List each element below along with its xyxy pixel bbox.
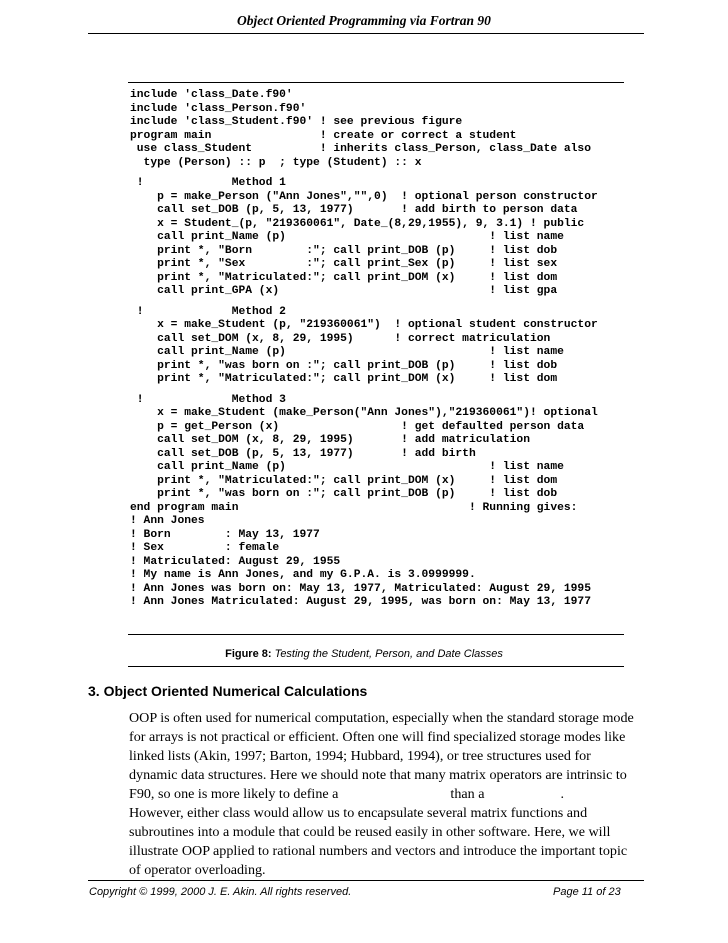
code-line: include 'class_Date.f90'	[130, 89, 293, 101]
code-top-rule	[128, 82, 624, 83]
code-line: print *, "Matriculated:"; call print_DOM (x) ! list dom	[130, 373, 558, 385]
body-line: subroutines into a module that could be reused easily in other software. Here, we will	[129, 824, 611, 840]
code-line: call print_Name (p) ! list name	[130, 461, 564, 473]
code-listing	[130, 89, 650, 610]
code-line: call set_DOB (p, 5, 13, 1977) ! add birth to person data	[130, 204, 578, 216]
code-line: print *, "Matriculated:"; call print_DOM (x) ! list dom	[130, 271, 558, 284]
body-line: linked lists (Akin, 1997; Barton, 1994; Hubbard, 1994), or tree structures used for	[129, 748, 591, 764]
section-body	[129, 709, 649, 880]
code-blank-line	[130, 387, 650, 394]
body-line: OOP is often used for numerical computation, especially when the standard storage mode	[129, 710, 634, 726]
code-line: print *, "Sex :"; call print_Sex (p) ! list sex	[130, 258, 558, 270]
code-line: ! Method 2	[130, 305, 286, 318]
body-line: However, either class would allow us to encapsulate several matrix functions and	[129, 805, 588, 821]
code-line: p = make_Person ("Ann Jones","",0) ! optional person constructor	[130, 190, 598, 203]
code-line: print *, "was born on :"; call print_DOB (p) ! list dob	[130, 488, 558, 500]
figure-label: Figure 8:	[225, 648, 272, 660]
code-line: print *, "was born on :"; call print_DOB (p) ! list dob	[130, 359, 558, 372]
code-line: ! Method 1	[130, 177, 286, 189]
code-blank-line	[130, 299, 650, 306]
code-bottom-rule	[128, 634, 624, 635]
figure-caption	[0, 648, 728, 660]
code-line: call print_Name (p) ! list name	[130, 346, 564, 358]
code-line: ! Method 3	[130, 393, 286, 406]
code-line: use class_Student ! inherits class_Person, class_Date also	[130, 143, 591, 155]
code-line: call set_DOM (x, 8, 29, 1995) ! add matriculation	[130, 434, 530, 446]
code-line: ! Matriculated: August 29, 1955	[130, 555, 341, 568]
footer-page-number: Page 11 of 23	[553, 886, 621, 898]
code-line: end program main ! Running gives:	[130, 501, 578, 514]
caption-rule	[128, 666, 624, 667]
code-line: call set_DOM (x, 8, 29, 1995) ! correct matriculation	[130, 332, 551, 345]
body-fragment: than a	[450, 786, 485, 802]
code-line: ! My name is Ann Jones, and my G.P.A. is 3.0999999.	[130, 569, 476, 581]
footer-rule	[88, 880, 644, 881]
code-line: include 'class_Student.f90' ! see previous figure	[130, 116, 463, 128]
code-line: ! Ann Jones	[130, 515, 205, 527]
code-line: call set_DOB (p, 5, 13, 1977) ! add birth	[130, 447, 476, 460]
code-line: call print_GPA (x) ! list gpa	[130, 285, 558, 297]
code-line: program main ! create or correct a student	[130, 129, 517, 142]
code-blank-line	[130, 170, 650, 177]
code-line: call print_Name (p) ! list name	[130, 231, 564, 243]
body-line	[129, 785, 649, 804]
code-line: x = make_Student (make_Person("Ann Jones"),"219360061")! optional	[130, 407, 598, 419]
body-line: dynamic data structures. Here we should note that many matrix operators are intrinsic to	[129, 767, 627, 783]
code-line: type (Person) :: p ; type (Student) :: x	[130, 156, 422, 169]
figure-title: Testing the Student, Person, and Date Classes	[274, 648, 503, 660]
body-fragment: F90, so one is more likely to define a	[129, 786, 339, 802]
body-fragment: .	[560, 786, 564, 802]
code-line: x = make_Student (p, "219360061") ! optional student constructor	[130, 319, 598, 331]
body-line: of operator overloading.	[129, 862, 266, 878]
code-line: ! Born : May 13, 1977	[130, 528, 320, 541]
code-line: ! Sex : female	[130, 542, 280, 554]
code-line: x = Student_(p, "219360061", Date_(8,29,1955), 9, 3.1) ! public	[130, 217, 585, 230]
code-line: ! Ann Jones was born on: May 13, 1977, Matriculated: August 29, 1995	[130, 582, 591, 595]
code-line: include 'class_Person.f90'	[130, 102, 307, 115]
code-line: print *, "Born :"; call print_DOB (p) ! list dob	[130, 244, 558, 257]
section-heading: 3. Object Oriented Numerical Calculations	[88, 683, 368, 699]
code-line: ! Ann Jones Matriculated: August 29, 1995, was born on: May 13, 1977	[130, 596, 591, 608]
code-line: print *, "Matriculated:"; call print_DOM (x) ! list dom	[130, 474, 558, 487]
header-rule	[88, 33, 644, 34]
code-line: p = get_Person (x) ! get defaulted person data	[130, 420, 585, 433]
body-line: illustrate OOP applied to rational numbers and vectors and introduce the important topic	[129, 843, 628, 859]
running-header: Object Oriented Programming via Fortran 90	[237, 13, 491, 28]
footer-copyright: Copyright © 1999, 2000 J. E. Akin. All rights reserved.	[89, 886, 352, 898]
body-line: for arrays is not practical or efficient. Often one will find specialized storage modes like	[129, 729, 626, 745]
